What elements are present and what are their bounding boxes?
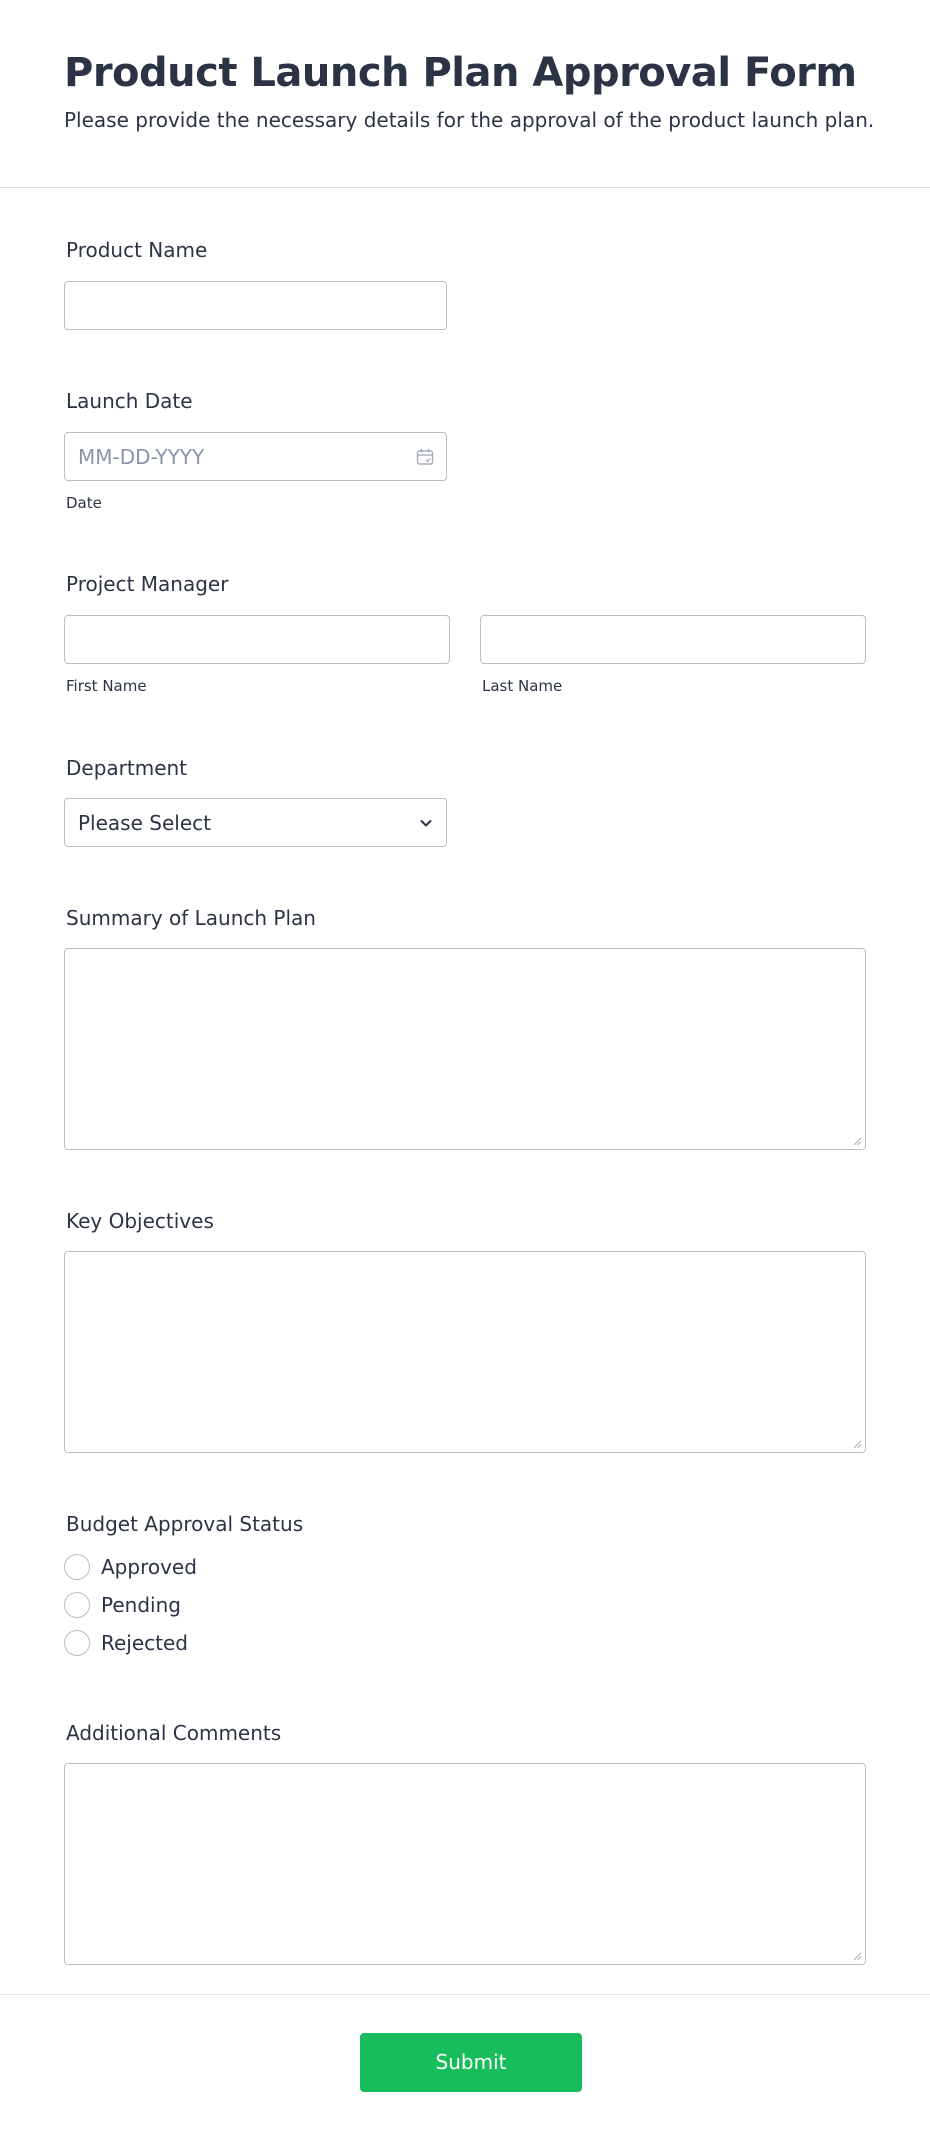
radio-label: Rejected	[101, 1631, 189, 1655]
last-name-input[interactable]	[480, 615, 866, 664]
department-select[interactable]	[64, 798, 447, 847]
launch-date-sublabel: Date	[66, 494, 102, 512]
calendar-icon[interactable]	[416, 448, 434, 466]
launch-date-input[interactable]	[64, 432, 447, 481]
submit-button[interactable]: Submit	[360, 2033, 582, 2092]
form-title: Product Launch Plan Approval Form	[64, 50, 857, 96]
resize-handle-icon[interactable]	[852, 1439, 862, 1449]
summary-textarea[interactable]	[64, 948, 866, 1150]
department-label: Department	[66, 756, 188, 780]
objectives-textarea[interactable]	[64, 1251, 866, 1453]
launch-date-label: Launch Date	[66, 389, 193, 413]
first-name-input[interactable]	[64, 615, 450, 664]
comments-label: Additional Comments	[66, 1721, 282, 1745]
summary-label: Summary of Launch Plan	[66, 906, 316, 930]
radio-button[interactable]	[64, 1630, 90, 1656]
form-header	[0, 0, 930, 188]
launch-date-placeholder: MM-DD-YYYY	[78, 445, 205, 469]
department-selected-value: Please Select	[78, 811, 211, 835]
product-name-label: Product Name	[66, 238, 208, 262]
product-name-input[interactable]	[64, 281, 447, 330]
resize-handle-icon[interactable]	[852, 1136, 862, 1146]
comments-textarea[interactable]	[64, 1763, 866, 1965]
radio-button[interactable]	[64, 1592, 90, 1618]
chevron-down-icon	[418, 815, 434, 831]
radio-label: Pending	[101, 1593, 181, 1617]
radio-button[interactable]	[64, 1554, 90, 1580]
radio-label: Approved	[101, 1555, 197, 1579]
budget-status-label: Budget Approval Status	[66, 1512, 304, 1536]
form-subtitle: Please provide the necessary details for the approval of the product launch plan.	[64, 108, 875, 132]
footer-divider	[0, 1994, 930, 1995]
last-name-sublabel: Last Name	[482, 677, 563, 695]
first-name-sublabel: First Name	[66, 677, 147, 695]
objectives-label: Key Objectives	[66, 1209, 214, 1233]
resize-handle-icon[interactable]	[852, 1951, 862, 1961]
project-manager-label: Project Manager	[66, 572, 229, 596]
